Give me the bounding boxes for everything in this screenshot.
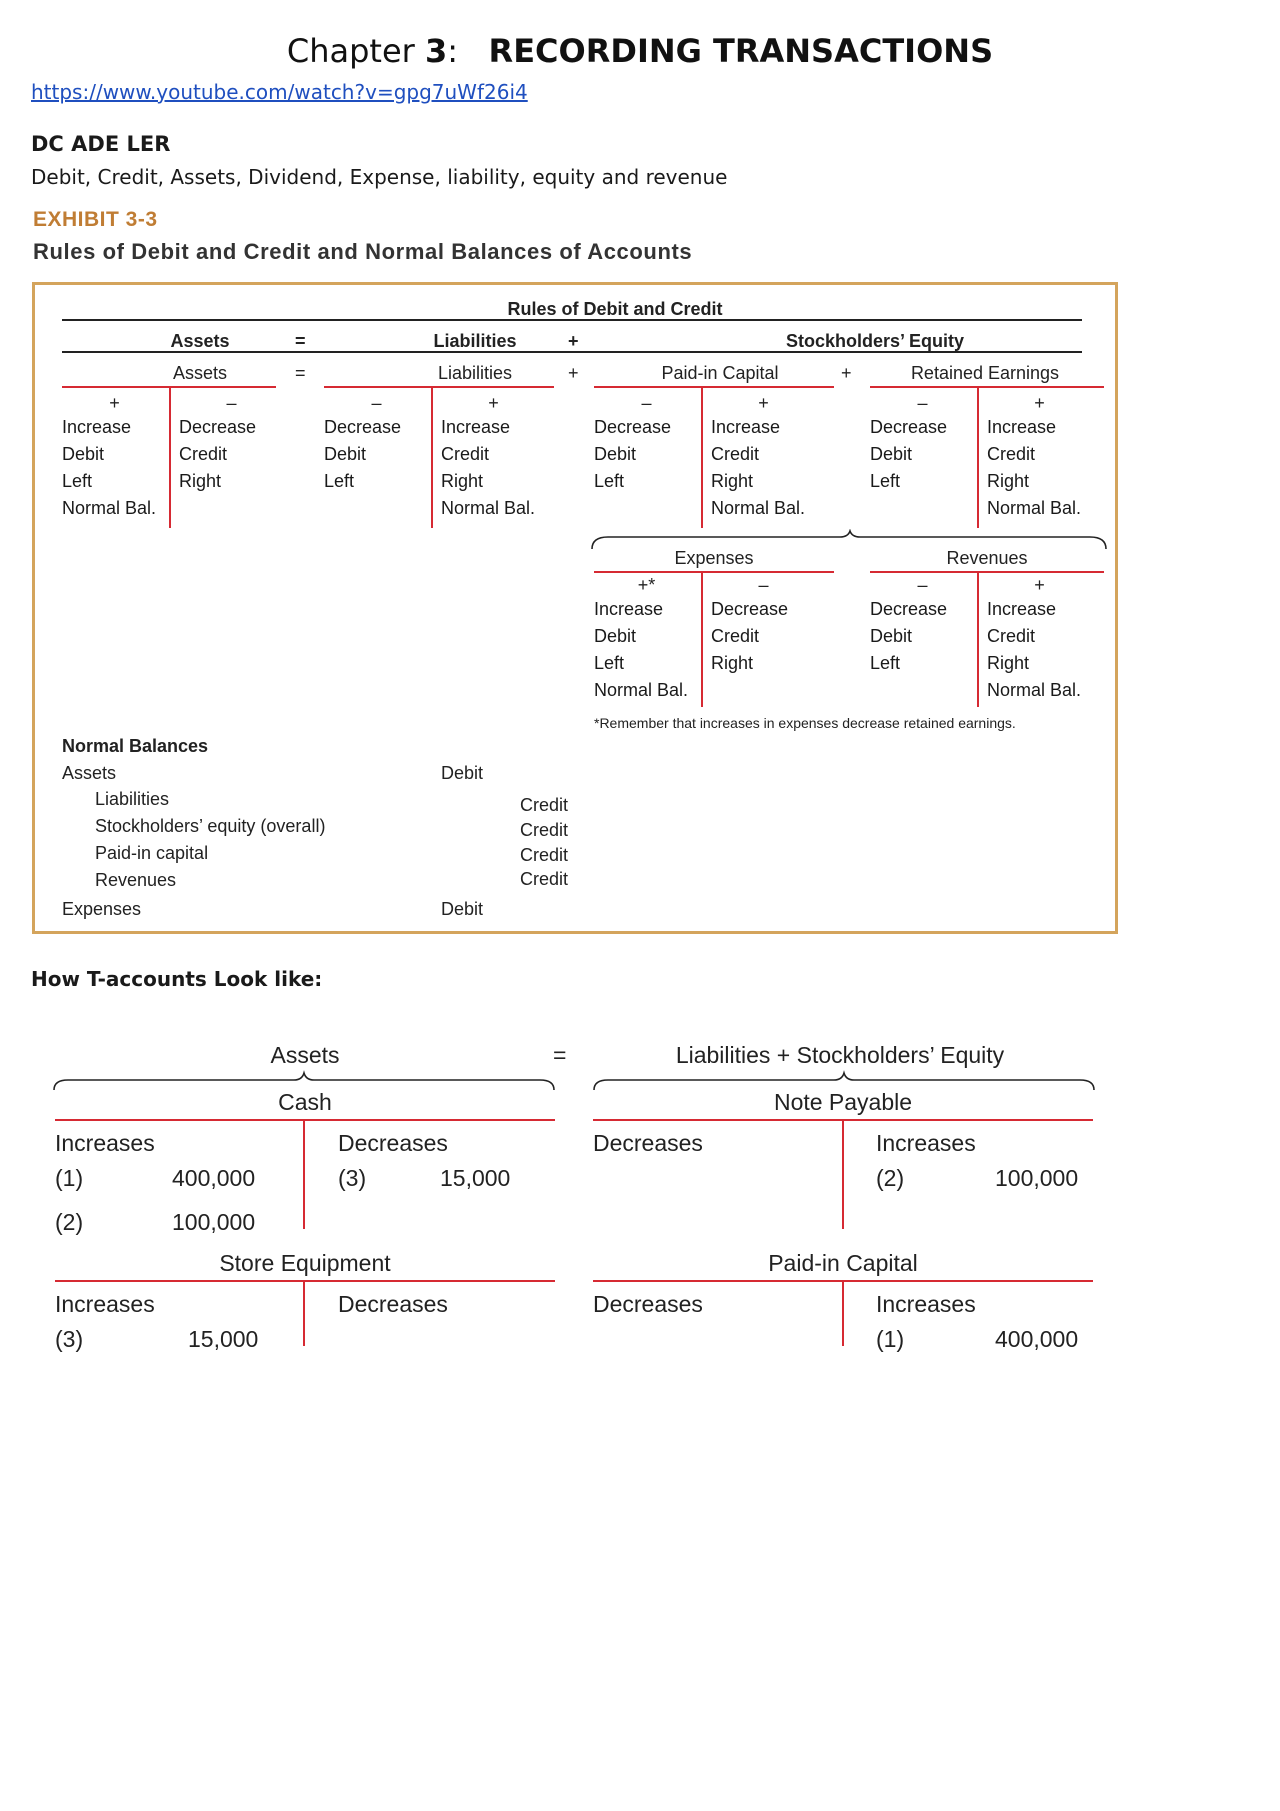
normal-balance-value: Credit	[520, 869, 569, 889]
sub-header-plus1: +	[568, 363, 579, 383]
normal-balances-title: Normal Balances	[62, 736, 209, 756]
column-line: Right	[711, 653, 754, 673]
store-equipment-decreases: Decreases	[338, 1291, 448, 1317]
normal-balance-label: Paid-in capital	[95, 843, 209, 863]
footnote: *Remember that increases in expenses decrease retained earnings.	[594, 715, 1016, 731]
normal-balance-label: Revenues	[95, 870, 177, 890]
taccounts-heading: How T-accounts Look like:	[31, 967, 323, 991]
column-line: Left	[594, 471, 625, 491]
store-equipment-increases: Increases	[55, 1291, 155, 1317]
group-assets-label: Assets	[270, 1042, 340, 1068]
column-paid-in-debit	[594, 393, 699, 495]
column-sign: +	[488, 393, 499, 413]
column-sign: –	[226, 393, 237, 413]
note-payable-amount: 100,000	[995, 1165, 1079, 1191]
title-colon: :	[447, 32, 459, 70]
store-equipment-t-vline	[303, 1280, 305, 1346]
cash-ref: (1)	[55, 1165, 84, 1191]
column-line: Normal Bal.	[62, 498, 157, 518]
column-line: Left	[324, 471, 355, 491]
column-line: Left	[594, 653, 625, 673]
column-line: Decrease	[870, 417, 948, 437]
cash-amount: 400,000	[172, 1165, 256, 1191]
exhibit-label: EXHIBIT 3-3	[33, 208, 158, 231]
column-line: Credit	[179, 444, 228, 464]
revenues-left	[870, 575, 975, 677]
column-line: Normal Bal.	[594, 680, 689, 700]
t-vline-assets	[169, 386, 171, 528]
column-line: Right	[711, 471, 754, 491]
page-title	[0, 32, 1280, 70]
column-paid-in-credit	[711, 393, 831, 522]
column-line: Increase	[711, 417, 781, 437]
rules-table-title: Rules of Debit and Credit	[507, 299, 723, 319]
sub-header-paid-in: Paid-in Capital	[661, 363, 779, 383]
column-sign: –	[917, 575, 928, 595]
column-line: Increase	[987, 417, 1057, 437]
column-liabilities-debit	[324, 393, 429, 495]
top-header-plus: +	[568, 331, 579, 351]
column-line: Credit	[987, 626, 1036, 646]
column-sign: –	[758, 575, 769, 595]
column-sign: +	[1034, 393, 1045, 413]
cash-increases: Increases	[55, 1130, 155, 1156]
note-payable-title: Note Payable	[773, 1089, 913, 1115]
note-payable-ref: (2)	[876, 1165, 905, 1191]
paid-in-capital-ref: (1)	[876, 1326, 905, 1352]
t-vline-expenses	[701, 571, 703, 707]
column-sign: +	[758, 393, 769, 413]
rule-line-top	[62, 319, 1082, 321]
column-line: Debit	[594, 626, 637, 646]
column-line: Decrease	[179, 417, 257, 437]
cash-t-line	[55, 1119, 555, 1121]
column-line: Debit	[62, 444, 105, 464]
normal-balance-value: Debit	[441, 763, 484, 783]
column-line: Credit	[987, 444, 1036, 464]
sub-header-retained: Retained Earnings	[910, 363, 1060, 383]
normal-balance-label: Liabilities	[95, 789, 170, 809]
note-payable-t-vline	[842, 1119, 844, 1229]
t-line-revenues	[870, 571, 1104, 573]
column-line: Normal Bal.	[987, 680, 1082, 700]
paid-in-capital-decreases: Decreases	[593, 1291, 703, 1317]
sub-header-assets: Assets	[172, 363, 228, 383]
top-header-equity: Stockholders’ Equity	[785, 331, 965, 351]
column-line: Credit	[711, 444, 760, 464]
normal-balance-value: Debit	[441, 899, 484, 919]
column-line: Debit	[324, 444, 367, 464]
title-prefix: Chapter	[286, 32, 425, 70]
column-line: Increase	[62, 417, 132, 437]
column-line: Left	[870, 471, 901, 491]
video-link[interactable]: https://www.youtube.com/watch?v=gpg7uWf26i4	[31, 80, 528, 104]
t-line-paid-in	[594, 386, 834, 388]
column-assets-debit	[62, 393, 167, 522]
column-line: Credit	[711, 626, 760, 646]
group-equals: =	[553, 1042, 567, 1068]
column-sign: +	[1034, 575, 1045, 595]
column-line: Increase	[441, 417, 511, 437]
cash-title: Cash	[278, 1089, 332, 1115]
cash-t-vline	[303, 1119, 305, 1229]
column-line: Credit	[441, 444, 490, 464]
title-number: 3	[424, 32, 448, 70]
column-sign: +*	[637, 575, 656, 595]
t-vline-revenues	[977, 571, 979, 707]
expenses-right	[711, 575, 816, 677]
column-line: Left	[62, 471, 93, 491]
top-header-eq: =	[295, 331, 306, 351]
t-vline-paid-in	[701, 386, 703, 528]
t-vline-retained	[977, 386, 979, 528]
column-retained-credit	[987, 393, 1107, 522]
column-line: Right	[987, 471, 1030, 491]
column-sign: +	[109, 393, 120, 413]
sub-header-plus2: +	[841, 363, 852, 383]
column-sign: –	[641, 393, 652, 413]
column-line: Decrease	[870, 599, 948, 619]
column-line: Debit	[870, 444, 913, 464]
column-retained-debit	[870, 393, 975, 495]
exhibit-box	[32, 282, 1118, 934]
store-equipment-ref: (3)	[55, 1326, 84, 1352]
store-equipment-title: Store Equipment	[219, 1250, 391, 1276]
t-line-retained	[870, 386, 1104, 388]
paid-in-capital-t-vline	[842, 1280, 844, 1346]
expenses-title: Expenses	[674, 548, 754, 568]
column-line: Debit	[594, 444, 637, 464]
exhibit-subtitle: Rules of Debit and Credit and Normal Balances of Accounts	[33, 239, 693, 264]
column-sign: –	[371, 393, 382, 413]
column-line: Right	[179, 471, 222, 491]
top-header-assets: Assets	[170, 331, 230, 351]
column-line: Normal Bal.	[711, 498, 806, 518]
sub-header-eq: =	[295, 363, 306, 383]
column-line: Right	[441, 471, 484, 491]
t-vline-liabilities	[431, 386, 433, 528]
sub-header-liabilities: Liabilities	[437, 363, 513, 383]
mnemonic-description: Debit, Credit, Assets, Dividend, Expense, liability, equity and revenue	[31, 165, 728, 189]
column-line: Decrease	[711, 599, 789, 619]
t-line-expenses	[594, 571, 834, 573]
mnemonic: DC ADE LER	[31, 132, 171, 156]
column-line: Debit	[870, 626, 913, 646]
cash-amount: 100,000	[172, 1209, 256, 1235]
top-header-liabilities: Liabilities	[433, 331, 517, 351]
normal-balance-value: Credit	[520, 795, 569, 815]
paid-in-capital-title: Paid-in Capital	[768, 1250, 918, 1276]
column-sign: –	[917, 393, 928, 413]
revenues-right	[987, 575, 1107, 704]
t-line-liabilities	[324, 386, 554, 388]
column-line: Decrease	[594, 417, 672, 437]
note-payable-decreases: Decreases	[593, 1130, 703, 1156]
normal-balance-value: Credit	[520, 845, 569, 865]
column-line: Right	[987, 653, 1030, 673]
column-line: Normal Bal.	[441, 498, 536, 518]
cash-credit-amount: 15,000	[440, 1165, 511, 1191]
column-line: Decrease	[324, 417, 402, 437]
rule-line-headers	[62, 351, 1082, 353]
column-line: Left	[870, 653, 901, 673]
column-assets-credit	[179, 393, 284, 495]
normal-balance-value: Credit	[520, 820, 569, 840]
paid-in-capital-amount: 400,000	[995, 1326, 1079, 1352]
cash-decreases: Decreases	[338, 1130, 448, 1156]
normal-balance-label: Expenses	[62, 899, 142, 919]
normal-balance-label: Stockholders’ equity (overall)	[95, 816, 326, 836]
column-line: Increase	[594, 599, 664, 619]
column-liabilities-credit	[441, 393, 546, 522]
column-line: Increase	[987, 599, 1057, 619]
cash-ref: (2)	[55, 1209, 84, 1235]
note-payable-increases: Increases	[876, 1130, 976, 1156]
cash-credit-ref: (3)	[338, 1165, 367, 1191]
group-liabilities-label: Liabilities + Stockholders’ Equity	[675, 1042, 1005, 1068]
title-main: RECORDING TRANSACTIONS	[488, 32, 994, 70]
store-equipment-t-line	[55, 1280, 555, 1282]
expenses-left	[594, 575, 699, 704]
paid-in-capital-increases: Increases	[876, 1291, 976, 1317]
normal-balance-label: Assets	[62, 763, 117, 783]
store-equipment-amount: 15,000	[188, 1326, 259, 1352]
revenues-title: Revenues	[946, 548, 1028, 568]
column-line: Normal Bal.	[987, 498, 1082, 518]
